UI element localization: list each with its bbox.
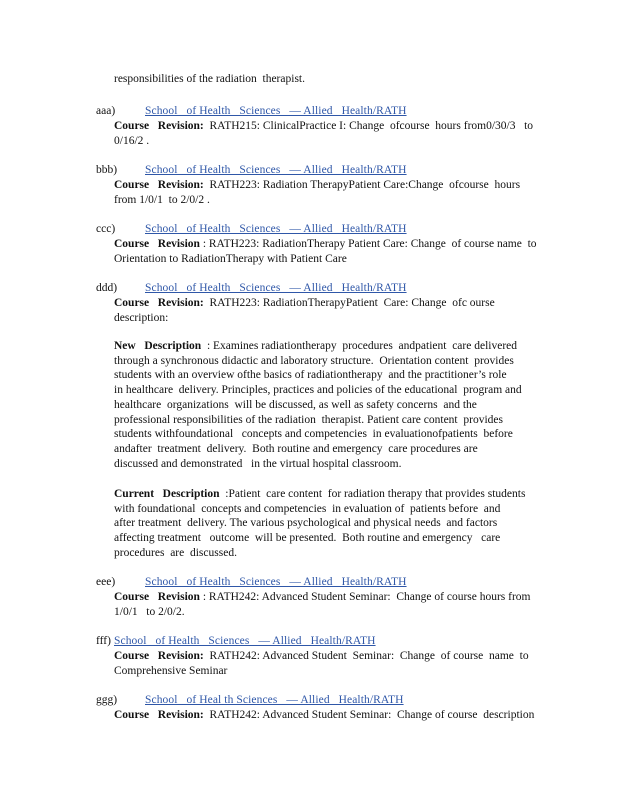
revision-text: : RATH242: Advanced Student Seminar: Change of course hours from (199, 591, 531, 603)
item-revision-cont-fff: Comprehensive Seminar (114, 665, 228, 677)
revision-label: Course Revision (114, 591, 200, 603)
item-header-link-ddd[interactable]: School of Health Sciences — Allied Health/RATH (145, 282, 407, 294)
item-label-bbb: bbb) (96, 164, 118, 176)
item-label-ddd: ddd) (96, 282, 118, 294)
revision-text: RATH242: Advanced Student Seminar: Change of course description (203, 709, 535, 721)
item-header-link-ggg[interactable]: School of Heal th Sciences — Allied Health/RATH (145, 694, 404, 706)
intro-text: responsibilities of the radiation therapist. (114, 73, 305, 85)
current-description-line (114, 487, 542, 502)
item-header-link-ccc[interactable]: School of Health Sciences — Allied Health/RATH (145, 223, 407, 235)
new-description-line: students withfoundational concepts and competencies in evaluationofpatients before (114, 428, 513, 441)
current-description-text: :Patient care content for radiation therapy that provides students (219, 488, 526, 500)
revision-text: RATH223: Radiation TherapyPatient Care:Change ofcourse hours (203, 179, 521, 191)
item-revision-line-aaa (114, 119, 533, 134)
item-header-link-bbb[interactable]: School of Health Sciences — Allied Health/RATH (145, 164, 407, 176)
item-revision-line-ddd (114, 296, 495, 311)
item-header-link-fff[interactable]: School of Health Sciences — Allied Health/RATH (114, 635, 376, 647)
new-description-label: New Description (114, 340, 202, 352)
item-revision-line-ccc (114, 237, 537, 252)
item-label-ccc: ccc) (96, 223, 116, 235)
revision-text: RATH242: Advanced Student Seminar: Change of course name to (203, 650, 529, 662)
item-label-aaa: aaa) (96, 105, 116, 117)
item-revision-line-eee (114, 590, 531, 605)
current-description-line: after treatment delivery. The various psychological and physical needs and factors (114, 517, 498, 530)
new-description-line: through a synchronous didactic and laboratory structure. Orientation content provides (114, 354, 514, 367)
item-revision-cont-aaa: 0/16/2 . (114, 135, 150, 147)
revision-label: Course Revision: (114, 120, 204, 132)
new-description-line: andafter treatment delivery. Both routine and emergency care procedures are (114, 442, 478, 455)
current-description-block (114, 487, 542, 561)
new-description-text: : Examines radiationtherapy procedures andpatient care delivered (201, 340, 517, 352)
new-description-line: in healthcare delivery. Principles, practices and policies of the educational program and (114, 384, 522, 397)
current-description-label: Current Description (114, 488, 220, 500)
revision-label: Course Revision (114, 238, 200, 250)
new-description-line: professional responsibilities of the radiation therapist. Patient care content provides (114, 413, 503, 426)
current-description-line: with foundational concepts and competencies in evaluation of patients before and (114, 502, 501, 515)
new-description-line: discussed and demonstrated in the virtual hospital classroom. (114, 457, 402, 470)
item-label-eee: eee) (96, 576, 116, 588)
item-revision-cont-eee: 1/0/1 to 2/0/2. (114, 606, 185, 618)
item-label-ggg: ggg) (96, 694, 118, 706)
item-label-fff: fff) (96, 635, 111, 647)
revision-label: Course Revision: (114, 179, 204, 191)
new-description-line: healthcare organizations will be discussed, as well as safety concerns and the (114, 398, 477, 411)
revision-label: Course Revision: (114, 709, 204, 721)
new-description-block (114, 339, 542, 471)
new-description-line: students with an overview ofthe basics of radiationtherapy and the practitioner’s role (114, 369, 507, 382)
item-header-link-aaa[interactable]: School of Health Sciences — Allied Health/RATH (145, 105, 407, 117)
revision-label: Course Revision: (114, 297, 204, 309)
item-revision-line-ggg (114, 708, 534, 723)
revision-text: : RATH223: RadiationTherapy Patient Care: Change of course name to (199, 238, 537, 250)
item-revision-line-fff (114, 649, 529, 664)
item-revision-cont-ccc: Orientation to RadiationTherapy with Patient Care (114, 253, 347, 265)
item-header-link-eee[interactable]: School of Health Sciences — Allied Health/RATH (145, 576, 407, 588)
revision-text: RATH215: ClinicalPractice I: Change ofcourse hours from0/30/3 to (203, 120, 534, 132)
current-description-line: affecting treatment outcome will be presented. Both routine and emergency care (114, 532, 501, 545)
new-description-line (114, 339, 542, 354)
revision-text: RATH223: RadiationTherapyPatient Care: Change ofc ourse (203, 297, 495, 309)
item-revision-line-bbb (114, 178, 520, 193)
revision-label: Course Revision: (114, 650, 204, 662)
current-description-line: procedures are discussed. (114, 546, 237, 559)
item-revision-cont-ddd: description: (114, 312, 169, 324)
item-revision-cont-bbb: from 1/0/1 to 2/0/2 . (114, 194, 210, 206)
